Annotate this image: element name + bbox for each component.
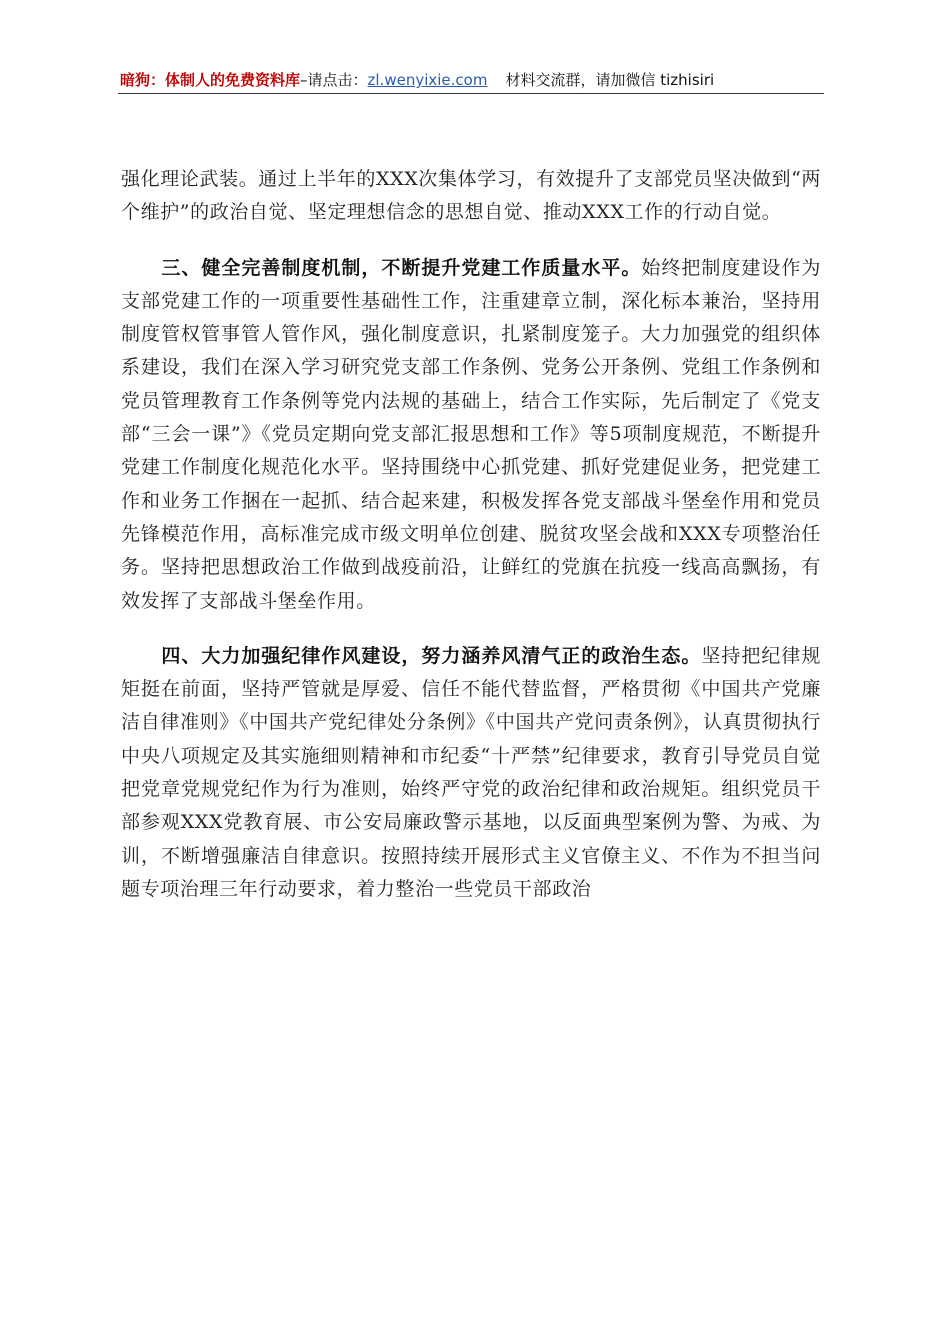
section-4-heading: 四、大力加强纪律作风建设，努力涵养风清气正的政治生态。 — [161, 644, 702, 667]
header-link[interactable]: zl.wenyixie.com — [367, 71, 488, 89]
header-wechat-note: 材料交流群，请加微信 tizhisiri — [505, 71, 715, 89]
section-3-heading: 三、健全完善制度机制，不断提升党建工作质量水平。 — [161, 256, 642, 279]
header-site-name: 暗狗：体制人的免费资料库 — [120, 71, 301, 89]
document-body — [121, 163, 821, 906]
page-header — [120, 68, 825, 92]
paragraph-1: 强化理论武装。通过上半年的XXX次集体学习，有效提升了支部党员坚决做到“两个维护”的政治自觉、坚定理想信念的思想自觉、推动XXX工作的行动自觉。 — [121, 168, 821, 224]
header-click-prompt: –请点击： — [300, 71, 368, 89]
header-divider — [118, 93, 824, 94]
section-4-text: 坚持把纪律规矩挺在前面，坚持严管就是厚爱、信任不能代替监督，严格贯彻《中国共产党廉洁自律准则》《中国共产党纪律处分条例》《中国共产党问责条例》，认真贯彻执行中央八项规定及其实施细则精神和市纪委“十严禁”纪律要求，教育引导党员自觉把党章党规党纪作为行为准则，始终严守党的政治纪律和政治规矩。组织党员干部参观XXX党教育展、市公安局廉政警示基地，以反面典型案例为警、为戒、为训，不断增强廉洁自律意识。按照持续开展形式主义官僚主义、不作为不担当问题专项治理三年行动要求，着力整治一些党员干部政治 — [121, 644, 821, 900]
paragraph-3 — [121, 640, 821, 906]
section-3-text: 始终把制度建设作为支部党建工作的一项重要性基础性工作，注重建章立制，深化标本兼治，坚持用制度管权管事管人管作风，强化制度意识，扎紧制度笼子。大力加强党的组织体系建设，我们在深入学习研究党支部工作条例、党务公开条例、党组工作条例和党员管理教育工作条例等党内法规的基础上，结合工作实际，先后制定了《党支部“三会一课”》《党员定期向党支部汇报思想和工作》等5项制度规范，不断提升党建工作制度化规范化水平。坚持围绕中心抓党建、抓好党建促业务，把党建工作和业务工作捆在一起抓、结合起来建，积极发挥各党支部战斗堡垒作用和党员先锋模范作用，高标准完成市级文明单位创建、脱贫攻坚会战和XXX专项整治任务。坚持把思想政治工作做到战疫前沿，让鲜红的党旗在抗疫一线高高飘扬，有效发挥了支部战斗堡垒作用。 — [121, 256, 822, 612]
paragraph-2 — [121, 252, 821, 618]
